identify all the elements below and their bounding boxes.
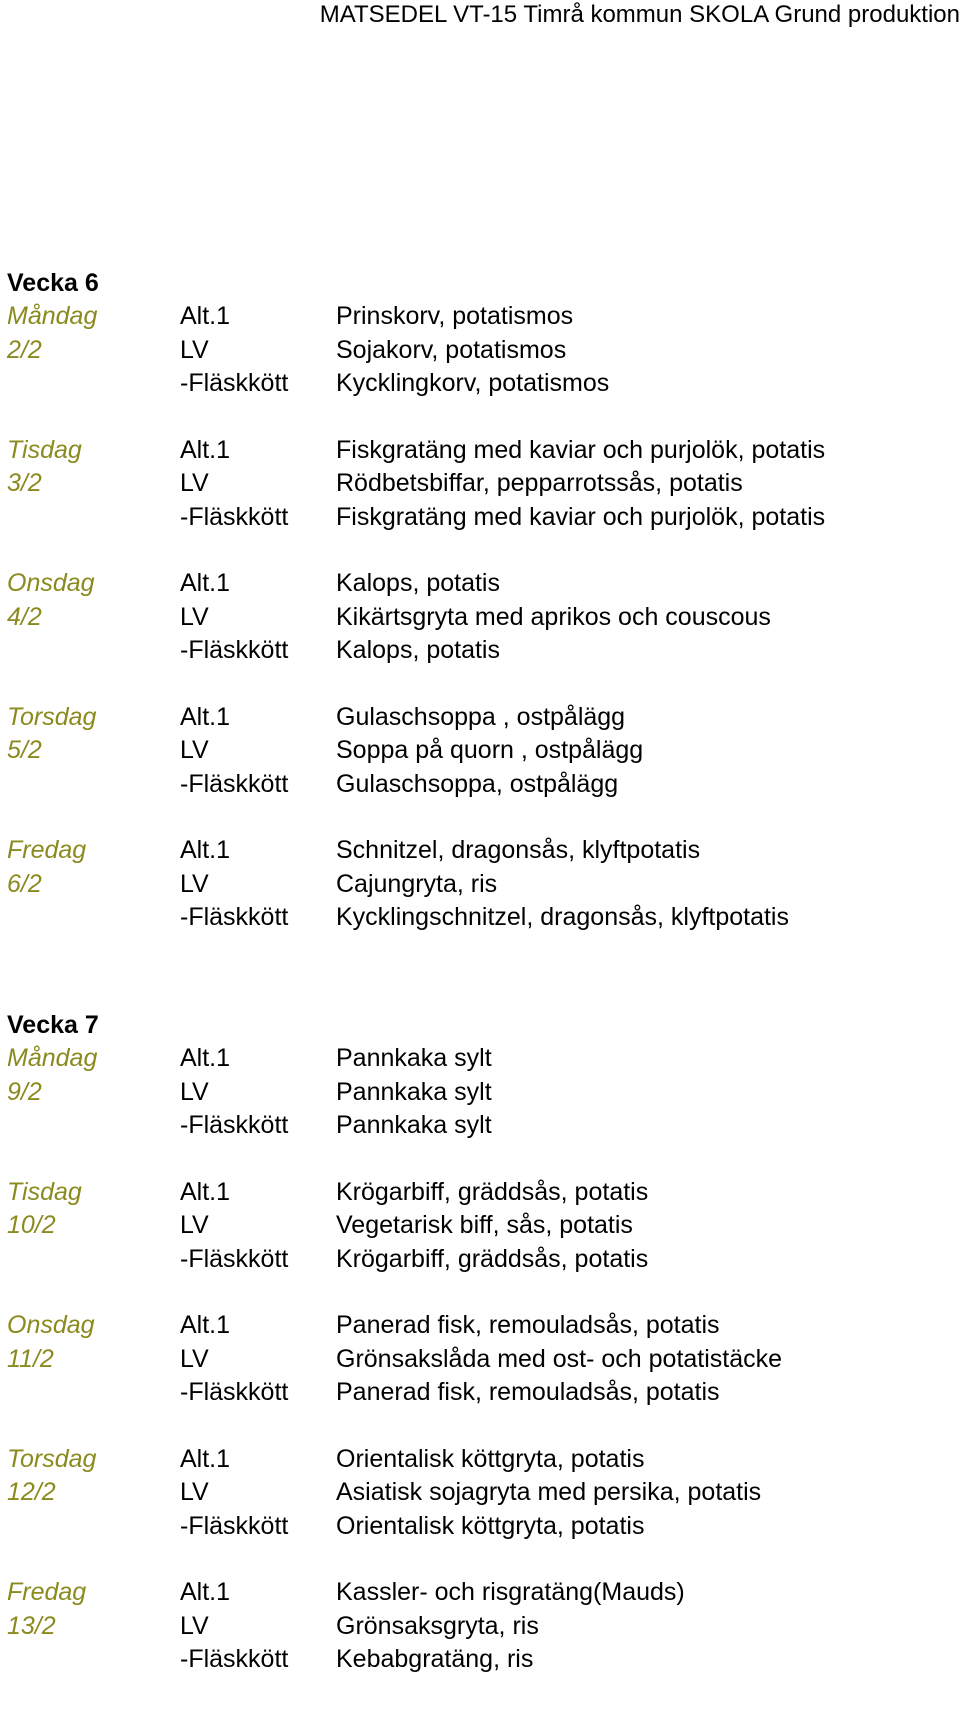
week-section-7 (7, 1008, 957, 1710)
day-date: 3/2 (7, 469, 42, 497)
menu-row (7, 601, 957, 635)
dish-text: Kassler- och risgratäng(Mauds) (336, 1578, 685, 1606)
alternative-label: -Fläskkött (180, 1378, 289, 1406)
day-date: 5/2 (7, 736, 42, 764)
menu-row (7, 1343, 957, 1377)
alternative-label: LV (180, 1211, 209, 1239)
day-date: 9/2 (7, 1077, 42, 1106)
day-block-tuesday (7, 434, 957, 535)
day-block-thursday (7, 1443, 957, 1544)
menu-row (7, 434, 957, 468)
menu-row (7, 1176, 957, 1210)
menu-row (7, 1209, 957, 1243)
day-date: 6/2 (7, 869, 42, 898)
dish-text: Rödbetsbiffar, pepparrotssås, potatis (336, 469, 743, 497)
dish-text: Schnitzel, dragonsås, klyftpotatis (336, 836, 701, 864)
dish-text: Krögarbiff, gräddsås, potatis (336, 1177, 649, 1206)
menu-row (7, 1576, 957, 1610)
week-title: Vecka 6 (7, 269, 99, 297)
dish-text: Pannkaka sylt (336, 1111, 492, 1139)
menu-row (7, 1610, 957, 1644)
dish-text: Sojakorv, potatismos (336, 335, 567, 364)
dish-text: Grönsaksgryta, ris (336, 1611, 539, 1640)
day-block-friday (7, 834, 957, 935)
day-name: Torsdag (7, 702, 97, 731)
alternative-label: Alt.1 (180, 302, 231, 330)
menu-row (7, 300, 957, 334)
day-name: Tisdag (7, 1177, 82, 1206)
menu-row (7, 1076, 957, 1110)
day-block-tuesday (7, 1176, 957, 1277)
dish-text: Kikärtsgryta med aprikos och couscous (336, 602, 771, 631)
day-date: 2/2 (7, 335, 42, 364)
menu-row (7, 567, 957, 601)
menu-row (7, 634, 957, 668)
alternative-label: Alt.1 (180, 1177, 231, 1206)
day-date: 4/2 (7, 602, 42, 631)
menu-row (7, 367, 957, 401)
alternative-label: -Fläskkött (180, 502, 289, 531)
dish-text: Kalops, potatis (336, 569, 500, 597)
alternative-label: -Fläskkött (180, 1244, 289, 1273)
alternative-label: -Fläskkött (180, 1511, 289, 1540)
dish-text: Panerad fisk, remouladsås, potatis (336, 1311, 720, 1339)
week-section-6 (7, 266, 957, 968)
menu-row (7, 467, 957, 501)
day-name: Fredag (7, 836, 87, 864)
day-name: Tisdag (7, 435, 82, 464)
menu-row (7, 1376, 957, 1410)
day-name: Onsdag (7, 1311, 95, 1339)
alternative-label: LV (180, 335, 209, 364)
dish-text: Asiatisk sojagryta med persika, potatis (336, 1478, 762, 1506)
menu-row (7, 334, 957, 368)
menu-row (7, 1243, 957, 1277)
day-name: Måndag (7, 302, 98, 330)
alternative-label: Alt.1 (180, 836, 231, 864)
dish-text: Kalops, potatis (336, 636, 500, 664)
dish-text: Kycklingkorv, potatismos (336, 369, 610, 397)
dish-text: Orientalisk köttgryta, potatis (336, 1444, 645, 1473)
alternative-label: LV (180, 1478, 209, 1506)
menu-row (7, 834, 957, 868)
day-name: Torsdag (7, 1444, 97, 1473)
menu-row (7, 868, 957, 902)
alternative-label: -Fläskkött (180, 369, 289, 397)
day-name: Fredag (7, 1578, 87, 1606)
day-date: 11/2 (7, 1344, 54, 1373)
menu-row (7, 701, 957, 735)
alternative-label: -Fläskkött (180, 903, 289, 931)
dish-text: Kycklingschnitzel, dragonsås, klyftpotatis (336, 903, 789, 931)
dish-text: Pannkaka sylt (336, 1044, 492, 1072)
dish-text: Prinskorv, potatismos (336, 302, 574, 330)
day-block-friday (7, 1576, 957, 1677)
menu-row (7, 1109, 957, 1143)
menu-row (7, 1309, 957, 1343)
dish-text: Grönsakslåda med ost- och potatistäcke (336, 1344, 783, 1373)
day-name: Onsdag (7, 569, 95, 597)
day-date: 12/2 (7, 1478, 56, 1506)
menu-row (7, 768, 957, 802)
dish-text: Gulaschsoppa, ostpålägg (336, 769, 619, 798)
alternative-label: Alt.1 (180, 1444, 231, 1473)
alternative-label: Alt.1 (180, 435, 231, 464)
dish-text: Orientalisk köttgryta, potatis (336, 1511, 645, 1540)
day-block-thursday (7, 701, 957, 802)
dish-text: Fiskgratäng med kaviar och purjolök, potatis (336, 502, 826, 531)
day-name: Måndag (7, 1044, 98, 1072)
dish-text: Vegetarisk biff, sås, potatis (336, 1211, 633, 1239)
dish-text: Krögarbiff, gräddsås, potatis (336, 1244, 649, 1273)
menu-row (7, 1443, 957, 1477)
dish-text: Kebabgratäng, ris (336, 1645, 534, 1673)
menu-row (7, 1510, 957, 1544)
alternative-label: Alt.1 (180, 702, 231, 731)
alternative-label: -Fläskkött (180, 1111, 289, 1139)
alternative-label: LV (180, 602, 209, 631)
dish-text: Soppa på quorn , ostpålägg (336, 736, 644, 764)
alternative-label: -Fläskkött (180, 636, 289, 664)
alternative-label: Alt.1 (180, 569, 231, 597)
alternative-label: LV (180, 736, 209, 764)
menu-row (7, 734, 957, 768)
dish-text: Panerad fisk, remouladsås, potatis (336, 1378, 720, 1406)
alternative-label: LV (180, 869, 209, 898)
menu-row (7, 1042, 957, 1076)
menu-row (7, 1643, 957, 1677)
day-block-wednesday (7, 567, 957, 668)
alternative-label: Alt.1 (180, 1311, 231, 1339)
dish-text: Gulaschsoppa , ostpålägg (336, 702, 626, 731)
dish-text: Fiskgratäng med kaviar och purjolök, potatis (336, 435, 826, 464)
week-title: Vecka 7 (7, 1011, 99, 1039)
day-date: 13/2 (7, 1611, 56, 1640)
alternative-label: -Fläskkött (180, 1645, 289, 1673)
alternative-label: LV (180, 1344, 209, 1373)
alternative-label: LV (180, 1611, 209, 1640)
menu-row (7, 501, 957, 535)
day-block-wednesday (7, 1309, 957, 1410)
day-block-monday (7, 300, 957, 401)
day-block-monday (7, 1042, 957, 1143)
alternative-label: LV (180, 1077, 209, 1106)
menu-row (7, 1476, 957, 1510)
page-header: MATSEDEL VT-15 Timrå kommun SKOLA Grund produktion (319, 1, 960, 28)
dish-text: Pannkaka sylt (336, 1077, 492, 1106)
dish-text: Cajungryta, ris (336, 869, 498, 898)
day-date: 10/2 (7, 1211, 56, 1239)
alternative-label: -Fläskkött (180, 769, 289, 798)
alternative-label: LV (180, 469, 209, 497)
menu-row (7, 901, 957, 935)
alternative-label: Alt.1 (180, 1044, 231, 1072)
alternative-label: Alt.1 (180, 1578, 231, 1606)
